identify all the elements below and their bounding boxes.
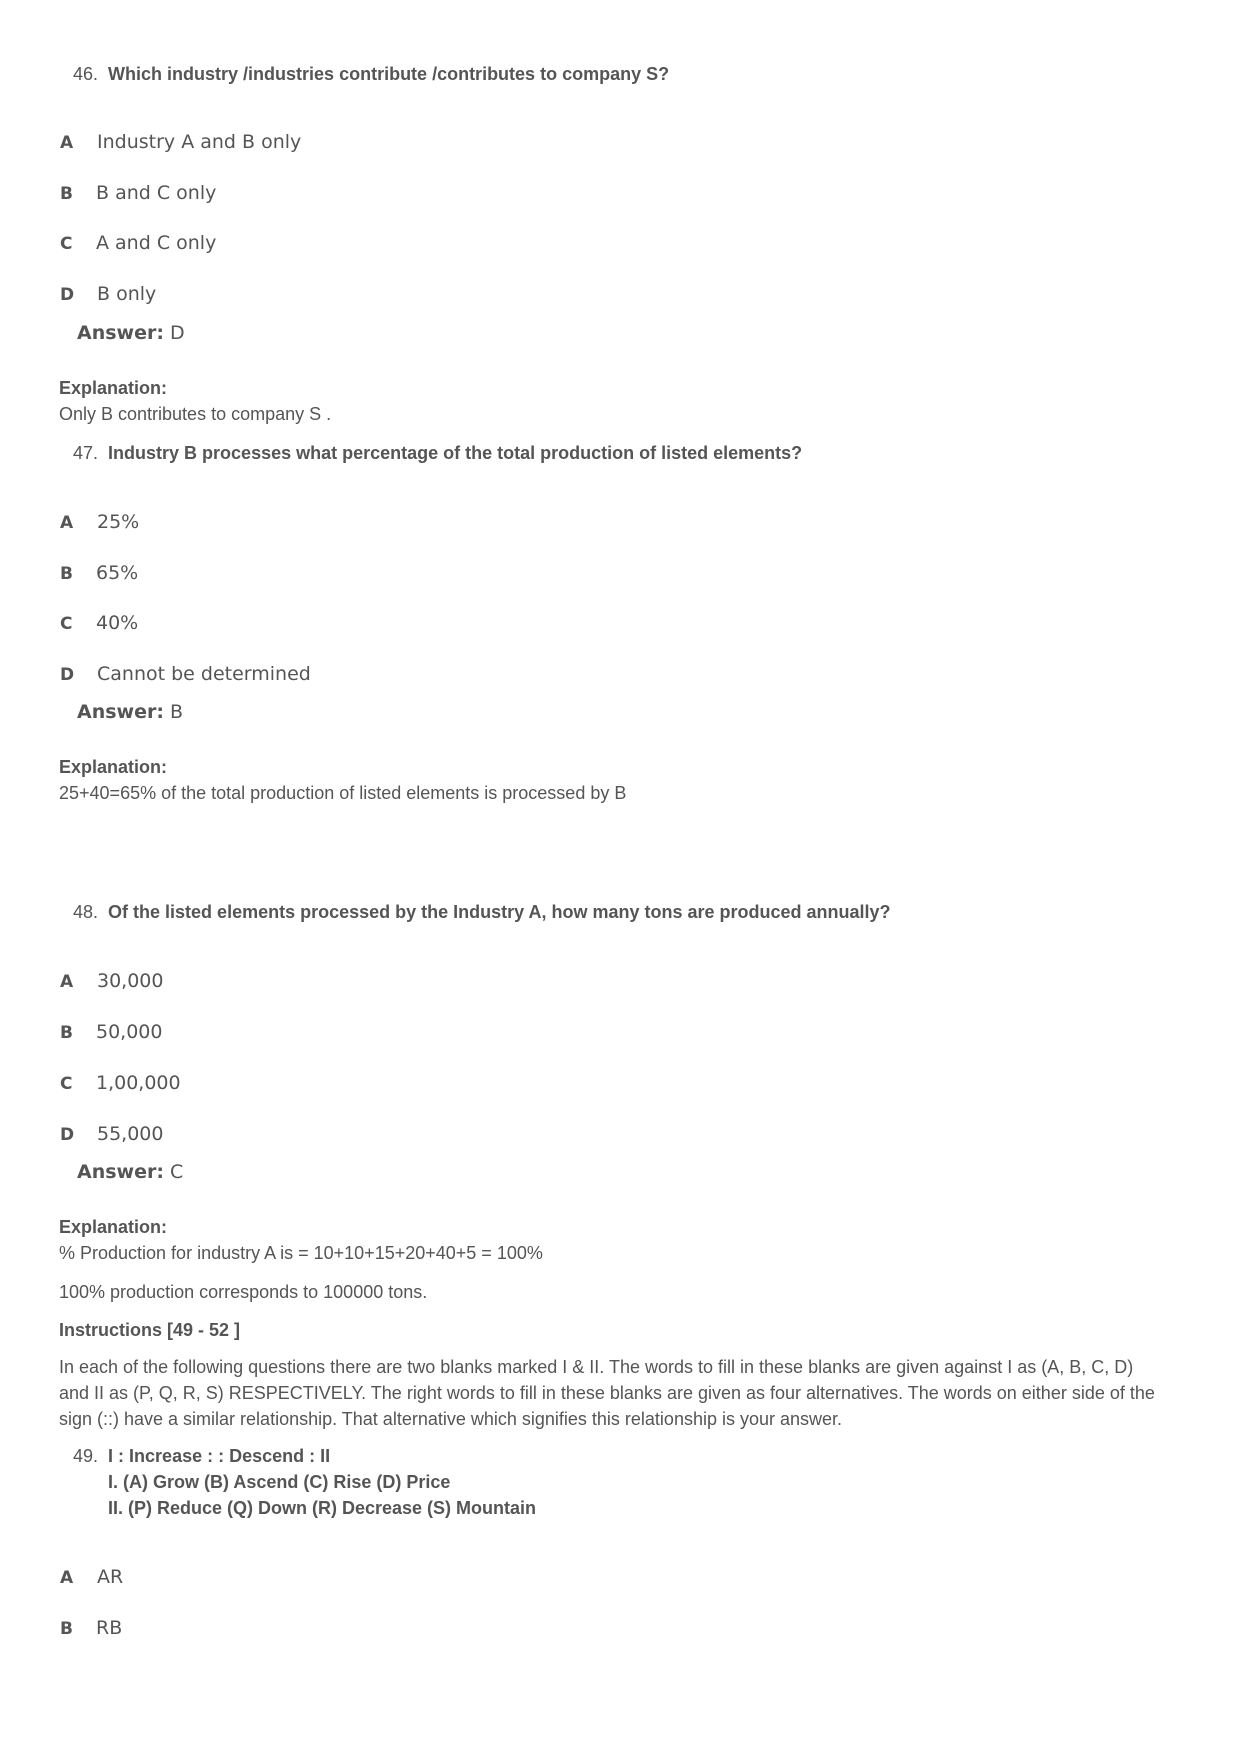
explanation-text: 25+40=65% of the total production of listed elements is processed by B xyxy=(59,783,627,803)
explanation-text: 100% production corresponds to 100000 tons. xyxy=(59,1282,428,1302)
instructions-line: sign (::) have a similar relationship. That alternative which signifies this relationship is your answer. xyxy=(59,1409,843,1429)
instructions-line: and II as (P, Q, R, S) RESPECTIVELY. The right words to fill in these blanks are given as four alternatives. The words on either side of the xyxy=(59,1383,1155,1403)
question-47-header xyxy=(73,443,802,464)
option-letter: D xyxy=(60,1125,75,1145)
answer-value: C xyxy=(170,1161,184,1183)
option-text[interactable]: AR xyxy=(97,1566,124,1588)
instructions-title: Instructions [49 - 52 ] xyxy=(59,1320,241,1340)
question-49-line-3: II. (P) Reduce (Q) Down (R) Decrease (S) Mountain xyxy=(108,1498,537,1518)
option-text[interactable]: B only xyxy=(97,283,157,305)
question-49-header xyxy=(73,1446,330,1467)
question-48-header xyxy=(73,902,891,923)
option-letter: C xyxy=(60,234,73,254)
question-46-header xyxy=(73,64,669,85)
answer-value: B xyxy=(170,701,184,723)
explanation-text: % Production for industry A is = 10+10+15+20+40+5 = 100% xyxy=(59,1243,543,1263)
option-letter: B xyxy=(60,1619,73,1639)
option-letter: C xyxy=(60,1074,73,1094)
explanation-text: Only B contributes to company S . xyxy=(59,404,332,424)
question-number: 47. xyxy=(73,443,99,463)
answer-line xyxy=(77,701,183,723)
option-text[interactable]: Industry A and B only xyxy=(97,131,302,153)
option-letter: A xyxy=(60,1568,74,1588)
question-text: Industry B processes what percentage of the total production of listed elements? xyxy=(108,443,803,463)
option-text[interactable]: 55,000 xyxy=(97,1123,164,1145)
explanation-label: Explanation: xyxy=(59,378,168,398)
option-letter: D xyxy=(60,285,75,305)
option-letter: C xyxy=(60,614,73,634)
question-number: 49. xyxy=(73,1446,99,1466)
question-text: Of the listed elements processed by the Industry A, how many tons are produced annually? xyxy=(108,902,891,922)
question-number: 48. xyxy=(73,902,99,922)
question-text: Which industry /industries contribute /contributes to company S? xyxy=(108,64,670,84)
option-letter: A xyxy=(60,133,74,153)
question-49-line-2: I. (A) Grow (B) Ascend (C) Rise (D) Price xyxy=(108,1472,451,1492)
option-text[interactable]: B and C only xyxy=(96,182,217,204)
question-number: 46. xyxy=(73,64,99,84)
option-letter: A xyxy=(60,513,74,533)
answer-line xyxy=(77,322,185,344)
option-text[interactable]: 25% xyxy=(97,511,140,533)
option-text[interactable]: 50,000 xyxy=(96,1021,163,1043)
answer-line xyxy=(77,1161,183,1183)
instructions-line: In each of the following questions there are two blanks marked I & II. The words to fill in these blanks are given against I as (A, B, C, D) xyxy=(59,1357,1134,1377)
answer-label: Answer: xyxy=(77,701,164,723)
explanation-label: Explanation: xyxy=(59,757,168,777)
answer-label: Answer: xyxy=(77,1161,164,1183)
option-text[interactable]: Cannot be determined xyxy=(97,663,311,685)
option-letter: D xyxy=(60,665,75,685)
question-text: I : Increase : : Descend : II xyxy=(108,1446,331,1466)
option-text[interactable]: A and C only xyxy=(96,232,217,254)
option-text[interactable]: 30,000 xyxy=(97,970,164,992)
answer-label: Answer: xyxy=(77,322,164,344)
option-letter: B xyxy=(60,1023,73,1043)
instructions-paragraph xyxy=(59,1354,1194,1432)
explanation-label: Explanation: xyxy=(59,1217,168,1237)
answer-value: D xyxy=(170,322,185,344)
option-letter: A xyxy=(60,972,74,992)
option-letter: B xyxy=(60,564,73,584)
option-text[interactable]: 1,00,000 xyxy=(96,1072,181,1094)
option-text[interactable]: RB xyxy=(96,1617,123,1639)
option-letter: B xyxy=(60,184,73,204)
option-text[interactable]: 65% xyxy=(96,562,139,584)
option-text[interactable]: 40% xyxy=(96,612,139,634)
